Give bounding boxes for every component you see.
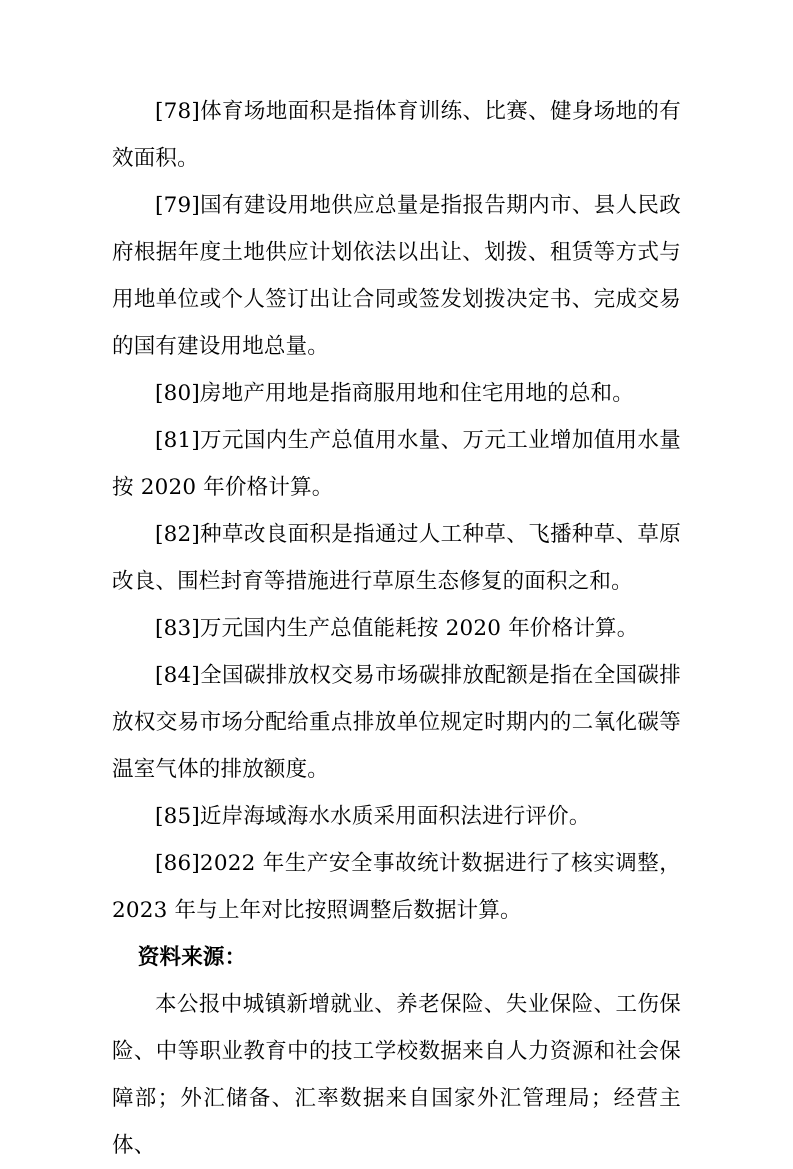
paragraph-note-81: [81]万元国内生产总值用水量、万元工业增加值用水量按 2020 年价格计算。	[112, 428, 681, 500]
paragraph-note-80: [80]房地产用地是指商服用地和住宅用地的总和。	[155, 381, 634, 406]
paragraph-note-85: [85]近岸海域海水水质采用面积法进行评价。	[155, 804, 591, 829]
paragraph-note-79: [79]国有建设用地供应总量是指报告期内市、县人民政府根据年度土地供应计划依法以出让、划拨、租赁等方式与用地单位或个人签订出让合同或签发划拨决定书、完成交易的国有建设用地总量。	[112, 193, 681, 359]
source-heading: 资料来源：	[137, 945, 247, 970]
paragraph-note-78: [78]体育场地面积是指体育训练、比赛、健身场地的有效面积。	[112, 99, 681, 171]
paragraph-note-82: [82]种草改良面积是指通过人工种草、飞播种草、草原改良、围栏封育等措施进行草原生态修复的面积之和。	[112, 522, 681, 594]
paragraph-note-86: [86]2022 年生产安全事故统计数据进行了核实调整，2023 年与上年对比按照调整后数据计算。	[112, 851, 681, 923]
paragraph-source: 本公报中城镇新增就业、养老保险、失业保险、工伤保险、中等职业教育中的技工学校数据来自人力资源和社会保障部；外汇储备、汇率数据来自国家外汇管理局；经营主体、	[112, 992, 681, 1158]
paragraph-note-83: [83]万元国内生产总值能耗按 2020 年价格计算。	[155, 616, 639, 641]
paragraph-note-84: [84]全国碳排放权交易市场碳排放配额是指在全国碳排放权交易市场分配给重点排放单位规定时期内的二氧化碳等温室气体的排放额度。	[112, 663, 681, 782]
document-body	[112, 88, 681, 1169]
